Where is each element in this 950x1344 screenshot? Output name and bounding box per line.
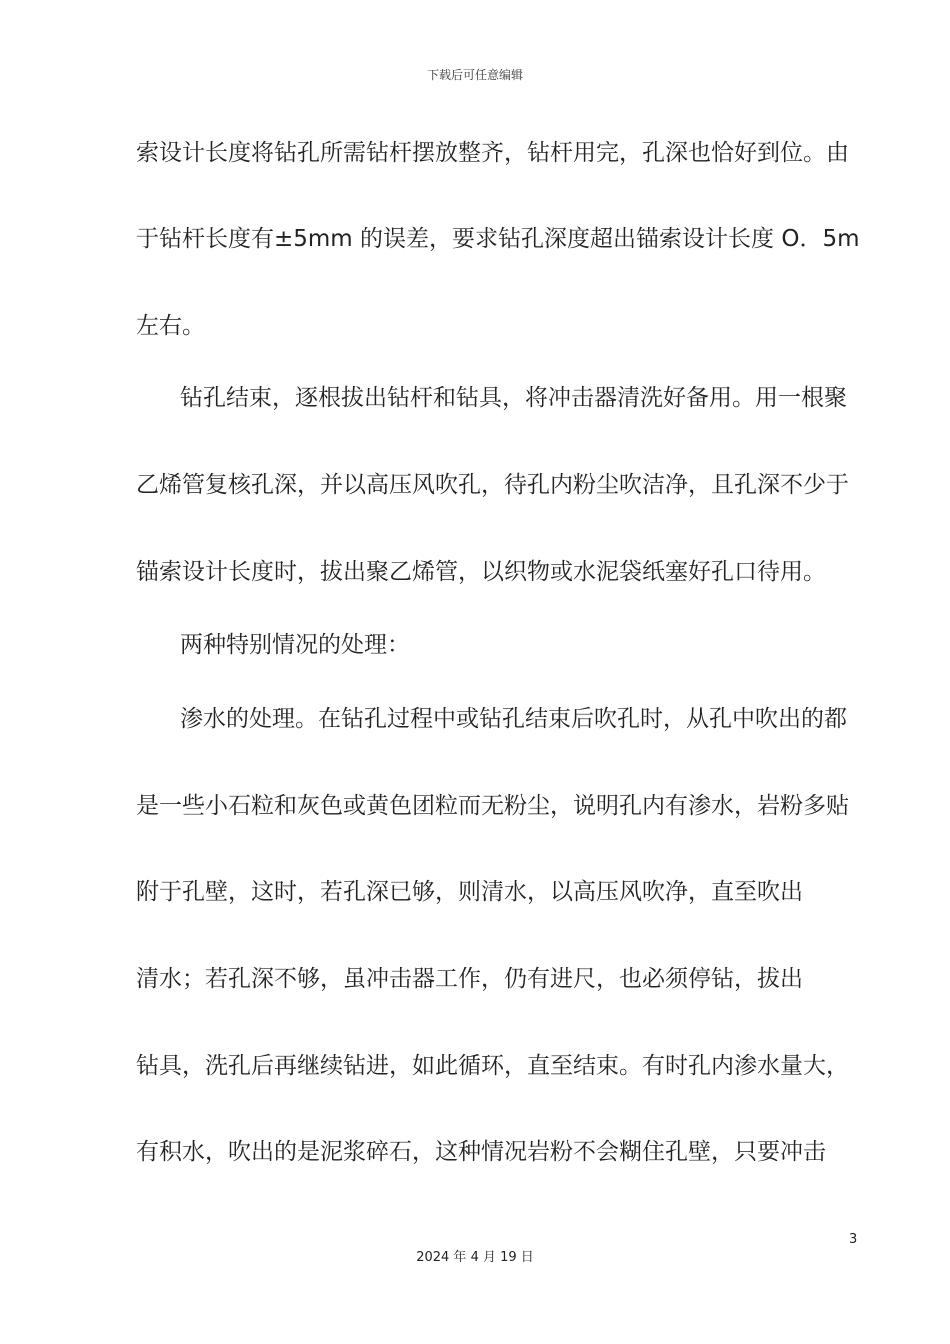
body-line-3: 左右。: [136, 313, 205, 339]
page-header: 下载后可任意编辑: [426, 68, 523, 82]
body-line-11: 清水；若孔深不够，虽冲击器工作，仍有进尺，也必须停钻，拔出: [136, 966, 803, 992]
section-heading: 两种特别情况的处理：: [180, 632, 410, 658]
body-line-4: 钻孔结束，逐根拔出钻杆和钻具，将冲击器清洗好备用。用一根聚: [180, 385, 847, 411]
body-line-9: 是一些小石粒和灰色或黄色团粒而无粉尘，说明孔内有渗水，岩粉多贴: [136, 793, 849, 819]
body-line-8: 渗水的处理。在钻孔过程中或钻孔结束后吹孔时，从孔中吹出的都: [180, 706, 847, 732]
body-line-5: 乙烯管复核孔深，并以高压风吹孔，待孔内粉尘吹洁净，且孔深不少于: [136, 472, 849, 498]
body-line-2: 于钻杆长度有±5mm 的误差，要求钻孔深度超出锚索设计长度 O．5m: [136, 226, 860, 252]
body-line-12: 钻具，洗孔后再继续钻进，如此循环，直至结束。有时孔内渗水量大，: [136, 1053, 849, 1079]
page-number: 3: [849, 1232, 858, 1247]
body-line-10: 附于孔壁，这时，若孔深已够，则清水，以高压风吹净，直至吹出: [136, 879, 803, 905]
body-line-1: 索设计长度将钻孔所需钻杆摆放整齐，钻杆用完，孔深也恰好到位。由: [136, 140, 849, 166]
page-footer-date: 2024 年 4 月 19 日: [416, 1250, 534, 1265]
body-line-13: 有积水，吹出的是泥浆碎石，这种情况岩粉不会糊住孔壁，只要冲击: [136, 1139, 826, 1165]
body-line-6: 锚索设计长度时，拔出聚乙烯管，以织物或水泥袋纸塞好孔口待用。: [136, 559, 826, 585]
